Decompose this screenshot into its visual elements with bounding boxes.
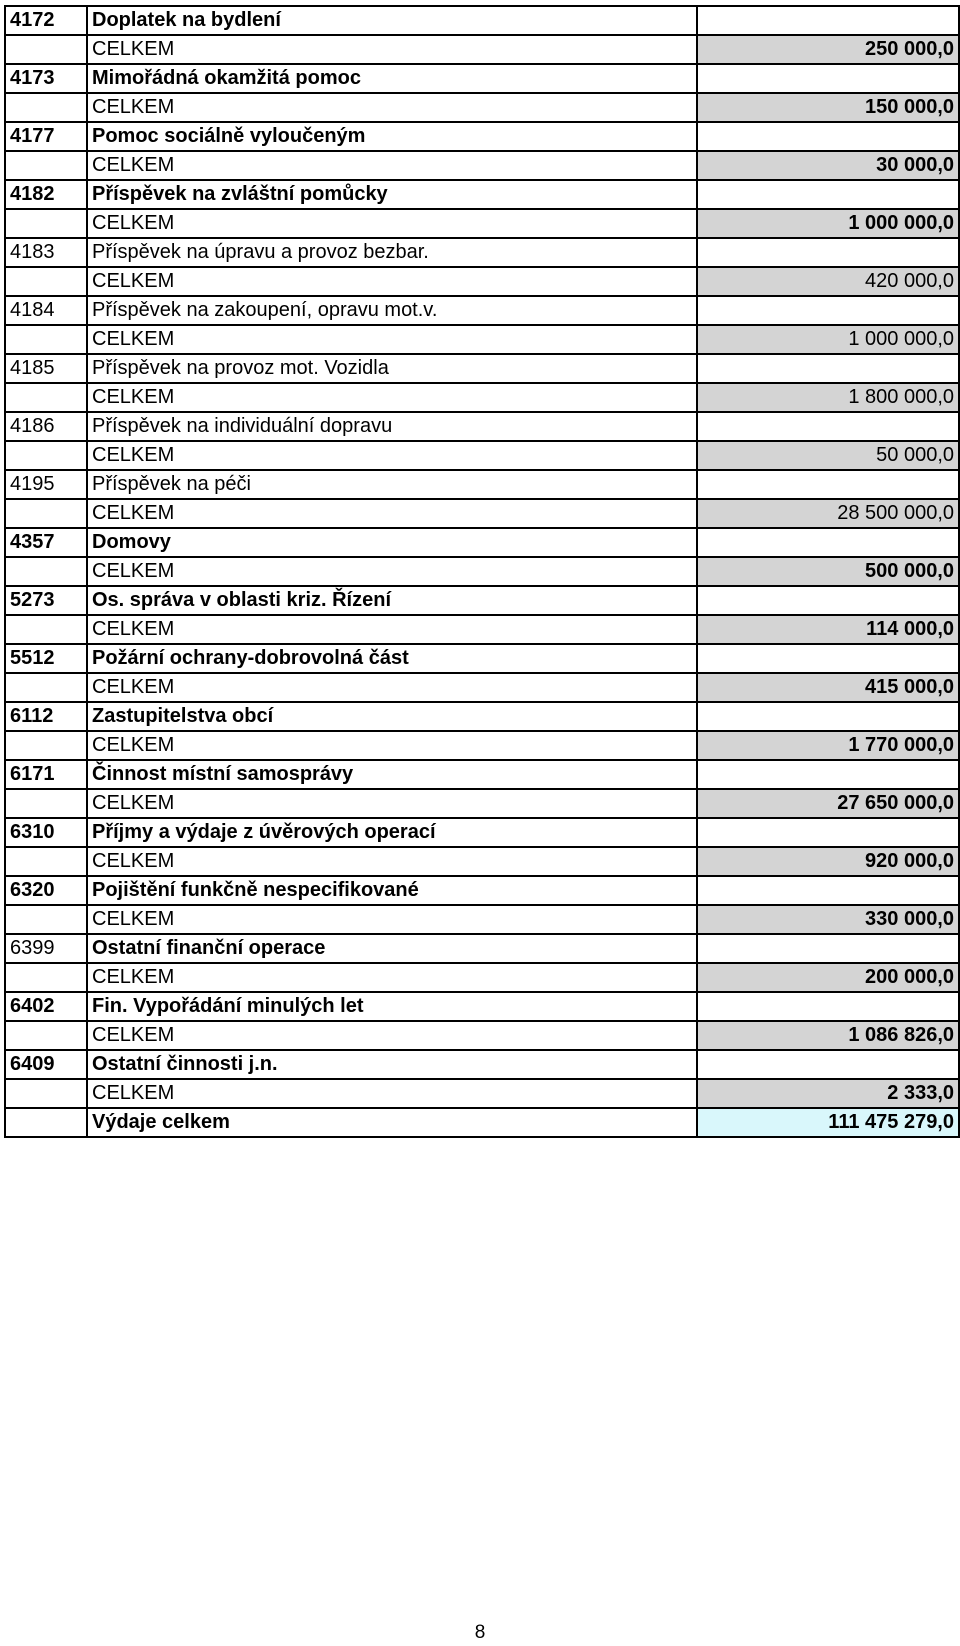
- section-code: 5273: [5, 586, 87, 615]
- section-name: Ostatní činnosti j.n.: [87, 1050, 697, 1079]
- section-name: Fin. Vypořádání minulých let: [87, 992, 697, 1021]
- subtotal-value: 1 000 000,0: [697, 209, 959, 238]
- subtotal-row: [5, 151, 959, 180]
- subtotal-code-empty: [5, 731, 87, 760]
- subtotal-row: [5, 93, 959, 122]
- subtotal-code-empty: [5, 151, 87, 180]
- subtotal-label: CELKEM: [87, 267, 697, 296]
- subtotal-label: CELKEM: [87, 731, 697, 760]
- section-code: 6112: [5, 702, 87, 731]
- subtotal-row: [5, 615, 959, 644]
- subtotal-value: 28 500 000,0: [697, 499, 959, 528]
- subtotal-label: CELKEM: [87, 1079, 697, 1108]
- section-value-empty: [697, 296, 959, 325]
- subtotal-row: [5, 673, 959, 702]
- section-value-empty: [697, 354, 959, 383]
- subtotal-code-empty: [5, 35, 87, 64]
- section-header-row: [5, 528, 959, 557]
- section-header-row: [5, 818, 959, 847]
- section-name: Doplatek na bydlení: [87, 6, 697, 35]
- subtotal-row: [5, 1079, 959, 1108]
- section-value-empty: [697, 1050, 959, 1079]
- subtotal-row: [5, 325, 959, 354]
- subtotal-label: CELKEM: [87, 93, 697, 122]
- subtotal-label: CELKEM: [87, 615, 697, 644]
- section-value-empty: [697, 992, 959, 1021]
- section-value-empty: [697, 876, 959, 905]
- subtotal-code-empty: [5, 557, 87, 586]
- section-code: 6409: [5, 1050, 87, 1079]
- subtotal-row: [5, 905, 959, 934]
- subtotal-code-empty: [5, 847, 87, 876]
- section-name: Os. správa v oblasti kriz. Řízení: [87, 586, 697, 615]
- section-header-row: [5, 238, 959, 267]
- subtotal-row: [5, 441, 959, 470]
- section-name: Příspěvek na provoz mot. Vozidla: [87, 354, 697, 383]
- section-code: 6310: [5, 818, 87, 847]
- subtotal-code-empty: [5, 441, 87, 470]
- subtotal-row: [5, 789, 959, 818]
- section-header-row: [5, 992, 959, 1021]
- section-code: 4185: [5, 354, 87, 383]
- subtotal-value: 200 000,0: [697, 963, 959, 992]
- subtotal-row: [5, 557, 959, 586]
- section-name: Příspěvek na zakoupení, opravu mot.v.: [87, 296, 697, 325]
- subtotal-code-empty: [5, 383, 87, 412]
- section-name: Mimořádná okamžitá pomoc: [87, 64, 697, 93]
- section-name: Příspěvek na péči: [87, 470, 697, 499]
- subtotal-value: 114 000,0: [697, 615, 959, 644]
- section-code: 4173: [5, 64, 87, 93]
- subtotal-row: [5, 731, 959, 760]
- section-code: 4177: [5, 122, 87, 151]
- section-code: 6402: [5, 992, 87, 1021]
- section-code: 6399: [5, 934, 87, 963]
- section-value-empty: [697, 528, 959, 557]
- page-number: 8: [474, 1622, 486, 1643]
- section-header-row: [5, 122, 959, 151]
- subtotal-label: CELKEM: [87, 905, 697, 934]
- section-value-empty: [697, 702, 959, 731]
- grand-total-code-empty: [5, 1108, 87, 1137]
- section-header-row: [5, 1050, 959, 1079]
- section-name: Příjmy a výdaje z úvěrových operací: [87, 818, 697, 847]
- subtotal-value: 50 000,0: [697, 441, 959, 470]
- section-value-empty: [697, 818, 959, 847]
- subtotal-row: [5, 383, 959, 412]
- subtotal-row: [5, 267, 959, 296]
- section-value-empty: [697, 934, 959, 963]
- section-header-row: [5, 354, 959, 383]
- subtotal-value: 415 000,0: [697, 673, 959, 702]
- section-header-row: [5, 64, 959, 93]
- section-value-empty: [697, 180, 959, 209]
- subtotal-label: CELKEM: [87, 847, 697, 876]
- section-code: 6320: [5, 876, 87, 905]
- subtotal-row: [5, 209, 959, 238]
- budget-table-body: [5, 6, 959, 1137]
- subtotal-code-empty: [5, 789, 87, 818]
- section-name: Příspěvek na úpravu a provoz bezbar.: [87, 238, 697, 267]
- subtotal-label: CELKEM: [87, 789, 697, 818]
- subtotal-code-empty: [5, 615, 87, 644]
- section-header-row: [5, 934, 959, 963]
- subtotal-label: CELKEM: [87, 673, 697, 702]
- section-name: Příspěvek na zvláštní pomůcky: [87, 180, 697, 209]
- subtotal-value: 1 000 000,0: [697, 325, 959, 354]
- budget-table: [4, 5, 960, 1138]
- section-code: 4357: [5, 528, 87, 557]
- subtotal-value: 250 000,0: [697, 35, 959, 64]
- subtotal-value: 30 000,0: [697, 151, 959, 180]
- section-name: Zastupitelstva obcí: [87, 702, 697, 731]
- section-code: 6171: [5, 760, 87, 789]
- section-value-empty: [697, 122, 959, 151]
- subtotal-label: CELKEM: [87, 1021, 697, 1050]
- subtotal-row: [5, 847, 959, 876]
- subtotal-code-empty: [5, 673, 87, 702]
- section-header-row: [5, 296, 959, 325]
- section-name: Pomoc sociálně vyloučeným: [87, 122, 697, 151]
- section-value-empty: [697, 644, 959, 673]
- section-header-row: [5, 412, 959, 441]
- section-value-empty: [697, 64, 959, 93]
- subtotal-label: CELKEM: [87, 963, 697, 992]
- section-header-row: [5, 6, 959, 35]
- grand-total-value: 111 475 279,0: [697, 1108, 959, 1137]
- subtotal-value: 330 000,0: [697, 905, 959, 934]
- section-name: Ostatní finanční operace: [87, 934, 697, 963]
- subtotal-value: 150 000,0: [697, 93, 959, 122]
- section-code: 5512: [5, 644, 87, 673]
- subtotal-row: [5, 499, 959, 528]
- section-header-row: [5, 586, 959, 615]
- subtotal-label: CELKEM: [87, 325, 697, 354]
- subtotal-label: CELKEM: [87, 557, 697, 586]
- section-name: Činnost místní samosprávy: [87, 760, 697, 789]
- grand-total-row: [5, 1108, 959, 1137]
- subtotal-code-empty: [5, 1079, 87, 1108]
- section-header-row: [5, 644, 959, 673]
- section-code: 4183: [5, 238, 87, 267]
- subtotal-row: [5, 1021, 959, 1050]
- section-code: 4195: [5, 470, 87, 499]
- subtotal-value: 1 800 000,0: [697, 383, 959, 412]
- subtotal-code-empty: [5, 93, 87, 122]
- section-header-row: [5, 760, 959, 789]
- section-header-row: [5, 702, 959, 731]
- subtotal-code-empty: [5, 905, 87, 934]
- section-value-empty: [697, 586, 959, 615]
- grand-total-label: Výdaje celkem: [87, 1108, 697, 1137]
- subtotal-label: CELKEM: [87, 209, 697, 238]
- subtotal-label: CELKEM: [87, 383, 697, 412]
- section-name: Domovy: [87, 528, 697, 557]
- subtotal-code-empty: [5, 499, 87, 528]
- subtotal-value: 920 000,0: [697, 847, 959, 876]
- subtotal-value: 27 650 000,0: [697, 789, 959, 818]
- subtotal-row: [5, 35, 959, 64]
- subtotal-code-empty: [5, 1021, 87, 1050]
- subtotal-label: CELKEM: [87, 441, 697, 470]
- section-code: 4182: [5, 180, 87, 209]
- section-value-empty: [697, 760, 959, 789]
- subtotal-value: 2 333,0: [697, 1079, 959, 1108]
- section-header-row: [5, 180, 959, 209]
- section-code: 4184: [5, 296, 87, 325]
- subtotal-value: 420 000,0: [697, 267, 959, 296]
- subtotal-code-empty: [5, 209, 87, 238]
- section-value-empty: [697, 470, 959, 499]
- subtotal-code-empty: [5, 963, 87, 992]
- section-name: Příspěvek na individuální dopravu: [87, 412, 697, 441]
- subtotal-label: CELKEM: [87, 35, 697, 64]
- section-header-row: [5, 876, 959, 905]
- subtotal-code-empty: [5, 325, 87, 354]
- section-value-empty: [697, 238, 959, 267]
- section-name: Požární ochrany-dobrovolná část: [87, 644, 697, 673]
- subtotal-value: 1 086 826,0: [697, 1021, 959, 1050]
- subtotal-label: CELKEM: [87, 499, 697, 528]
- subtotal-value: 1 770 000,0: [697, 731, 959, 760]
- subtotal-row: [5, 963, 959, 992]
- section-code: 4186: [5, 412, 87, 441]
- section-value-empty: [697, 412, 959, 441]
- section-value-empty: [697, 6, 959, 35]
- subtotal-label: CELKEM: [87, 151, 697, 180]
- subtotal-value: 500 000,0: [697, 557, 959, 586]
- subtotal-code-empty: [5, 267, 87, 296]
- section-header-row: [5, 470, 959, 499]
- section-code: 4172: [5, 6, 87, 35]
- section-name: Pojištění funkčně nespecifikované: [87, 876, 697, 905]
